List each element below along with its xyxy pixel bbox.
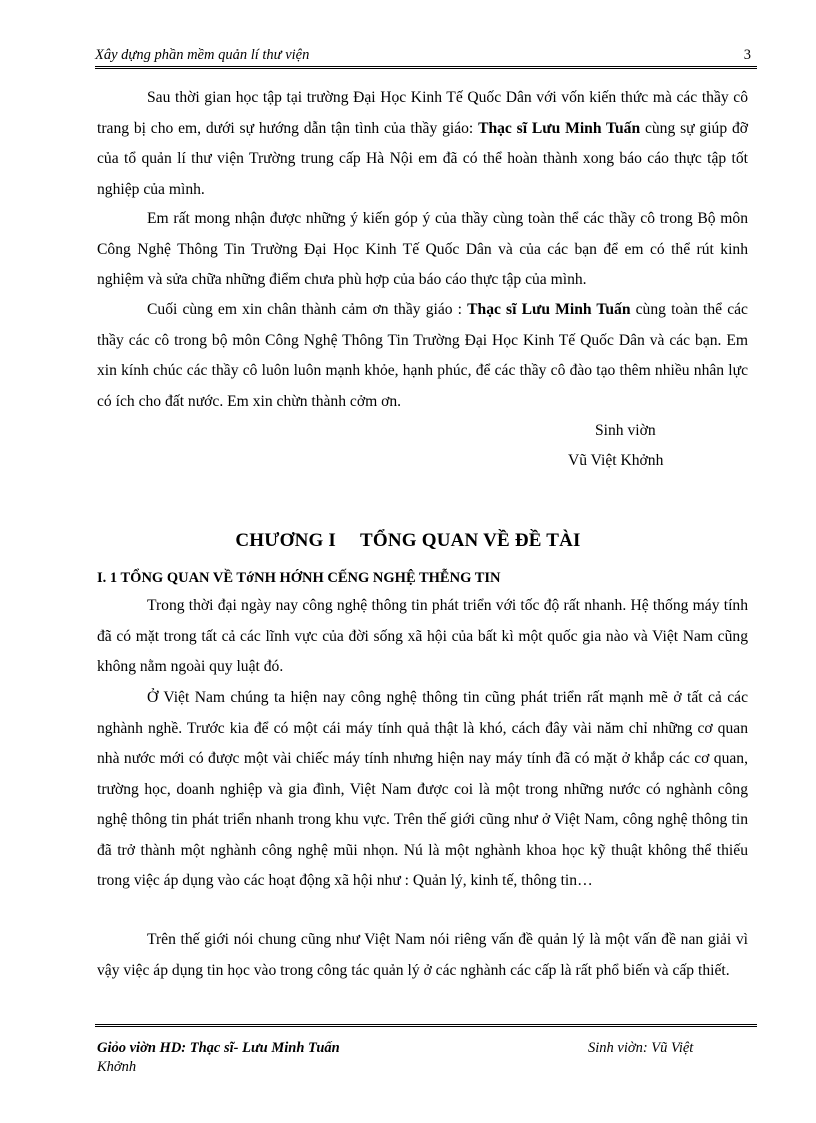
- footer-student: Sinh viờn: Vũ Việt: [588, 1040, 694, 1056]
- text-run: Sau thời gian học tập tại trường Đại Học Kinh Tế Quốc Dân với vốn kiến thức mà các thầy cô trang bị cho em, dưới sự hướng dẫn tận tình của thầy giáo:: [97, 89, 748, 137]
- footer-student-cont: Khởnh: [97, 1059, 137, 1075]
- acknowledgement-paragraph-2: Em rất mong nhận được những ý kiến góp ý của thầy cùng toàn thể các thầy cô trong Bộ môn Công Nghệ Thông Tin Trường Đại Học Kinh Tế Quốc Dân và của các bạn để em có thể rút kinh nghiệm và sửa chữa những điểm chưa phù hợp của báo cáo thực tập của mình.: [97, 210, 748, 288]
- section-paragraph-2: Ở Việt Nam chúng ta hiện nay công nghệ thông tin cũng phát triển rất mạnh mẽ ở tất cả các nghành nghề. Trước kia để có một cái máy tính quả thật là khó, cách đây vài năm chỉ những cơ quan nhà nước mới có được một vài chiếc máy tính nhưng hiện nay máy tính đã có mặt ở khắp các cơ quan, trường học, doanh nghiệp và gia đình, Việt Nam được coi là một trong những nước có nghành công nghệ thông tin phát triển nhanh trong khu vực. Trên thế giới cũng như ở Việt Nam, công nghệ thông tin đã trở thành một nghành công nghệ mũi nhọn. Nú là một nghành khoa học kỹ thuật không thể thiếu trong việc áp dụng vào các hoạt động xã hội như : Quản lý, kinh tế, thông tin…: [97, 689, 748, 889]
- advisor-name-bold: Thạc sĩ Lưu Minh Tuấn: [478, 119, 641, 137]
- page-header: [95, 47, 755, 67]
- header-rule: [95, 66, 757, 69]
- text-run: Cuối cùng em xin chân thành cảm ơn thầy giáo :: [147, 301, 468, 318]
- signature-role: Sinh viờn: [595, 422, 656, 439]
- section-paragraph-3: Trên thế giới nói chung cũng như Việt Nam nói riêng vấn đề quản lý là một vấn đề nan giải vì vậy việc áp dụng tin học vào trong công tác quản lý ở các nghành các cấp là rất phổ biến và cấp thiết.: [97, 931, 748, 979]
- page-number: 3: [743, 47, 751, 63]
- footer-rule: [95, 1024, 757, 1027]
- text-run: cùng toàn thể các thầy các cô trong bộ môn Công Nghệ Thông Tin Trường Đại Học Kinh Tế Quốc Dân và các bạn. Em xin kính chúc các thầy cô luôn luôn mạnh khỏe, hạnh phúc, để các thầy cô đào tạo thêm nhiều nhân lực có ích cho đất nước. Em xin chừn thành cởm ơn.: [97, 301, 748, 410]
- text-run: cùng sự giúp đỡ của tổ quản lí thư viện Trường trung cấp Hà Nội em đã có thể hoàn thành xong báo cáo thực tập tốt nghiệp của mình.: [97, 119, 748, 198]
- acknowledgement-paragraph-3: [97, 295, 748, 417]
- advisor-name-bold: Thạc sĩ Lưu Minh Tuấn: [467, 301, 631, 318]
- footer-advisor: Giỏo viờn HD: Thạc sĩ- Lưu Minh Tuấn: [97, 1040, 340, 1056]
- signature-name: Vũ Việt Khởnh: [568, 452, 664, 469]
- document-title: Xây dựng phần mềm quản lí thư viện: [95, 47, 310, 63]
- acknowledgement-paragraph-1: [97, 83, 748, 205]
- section-paragraph-1: Trong thời đại ngày nay công nghệ thông tin phát triển với tốc độ rất nhanh. Hệ thống máy tính đã có mặt trong tất cả các lĩnh vực của đời sống xã hội của bất kì một quốc gia nào và Việt Nam cũng không nằm ngoài quy luật đó.: [97, 597, 748, 675]
- chapter-title: TỔNG QUAN VỀ ĐỀ TÀI: [360, 530, 581, 551]
- section-heading: I. 1 TỔNG QUAN VỀ TớNH HỚNH CẾNG NGHỆ THỄNG TIN: [97, 570, 501, 586]
- chapter-heading: [0, 530, 816, 552]
- chapter-number: CHƯƠNG I: [235, 530, 337, 551]
